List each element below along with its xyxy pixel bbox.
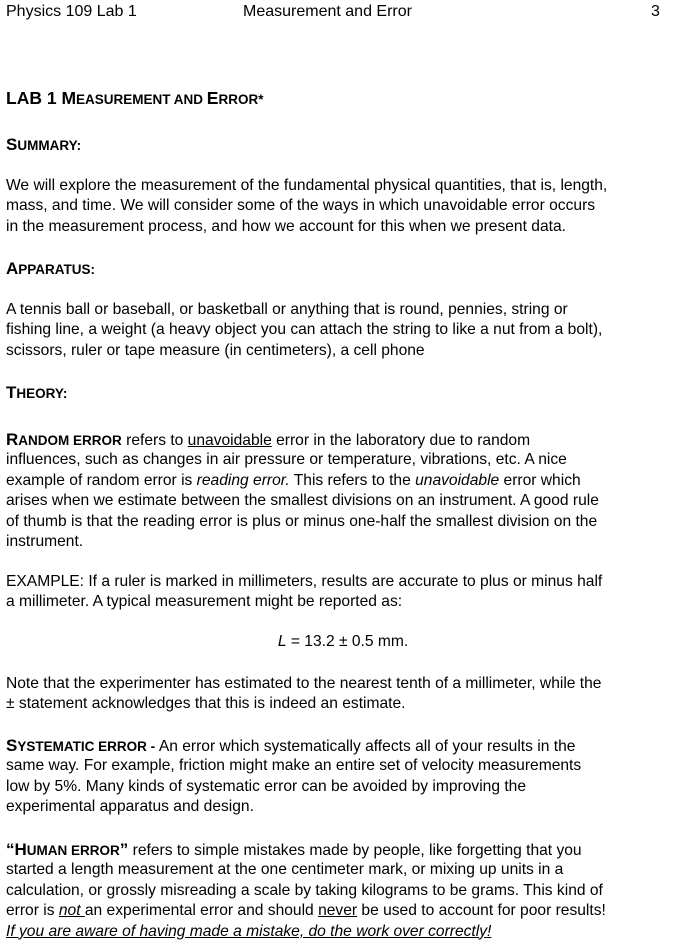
systematic-error-paragraph <box>6 736 684 818</box>
summary-heading: SUMMARY: <box>6 135 82 154</box>
apparatus-line: scissors, ruler or tape measure (in centimeters), a cell phone <box>6 341 425 359</box>
header-page-number: 3 <box>651 3 660 20</box>
apparatus-paragraph <box>6 300 684 361</box>
human-error-line: calculation, or grossly misreading a scale by taking kilograms to be grams. This kind of <box>6 881 603 899</box>
random-error-line: example of random error is reading error. This refers to the unavoidable error which <box>6 471 581 489</box>
theory-heading: THEORY: <box>6 383 68 402</box>
systematic-error-line: SYSTEMATIC ERROR - An error which systematically affects all of your results in the <box>6 736 576 755</box>
random-error-line: RANDOM ERROR refers to unavoidable error in the laboratory due to random <box>6 430 531 449</box>
lab-title: LAB 1 MEASUREMENT AND ERROR* <box>6 88 264 108</box>
random-error-line: influences, such as changes in air pressure or temperature, vibrations, etc. A nice <box>6 451 567 469</box>
human-error-line: error is not an experimental error and should never be used to account for poor results! <box>6 902 606 920</box>
note-line: ± statement acknowledges that this is indeed an estimate. <box>6 695 406 713</box>
apparatus-heading: APPARATUS: <box>6 259 96 278</box>
random-error-line: of thumb is that the reading error is plus or minus one-half the smallest division on the <box>6 512 598 530</box>
example-line: a millimeter. A typical measurement might be reported as: <box>6 593 403 611</box>
summary-line: in the measurement process, and how we account for this when we present data. <box>6 217 566 235</box>
example-equation: L = 13.2 ± 0.5 mm. <box>277 633 409 650</box>
random-error-line: arises when we estimate between the smallest divisions on an instrument. A good rule <box>6 492 599 510</box>
summary-line: We will explore the measurement of the fundamental physical quantities, that is, length, <box>6 177 608 194</box>
header-course: Physics 109 Lab 1 <box>6 3 137 20</box>
apparatus-line: A tennis ball or baseball, or basketball or anything that is round, pennies, string or <box>6 301 568 318</box>
example-line: EXAMPLE: If a ruler is marked in millimeters, results are accurate to plus or minus half <box>6 573 603 590</box>
random-error-paragraph <box>6 430 684 552</box>
systematic-error-line: low by 5%. Many kinds of systematic error can be avoided by improving the <box>6 777 527 795</box>
systematic-error-line: same way. For example, friction might make an entire set of velocity measurements <box>6 757 582 775</box>
systematic-error-line: experimental apparatus and design. <box>6 798 254 816</box>
human-error-line: started a length measurement at the one centimeter mark, or mixing up units in a <box>6 861 564 879</box>
apparatus-line: fishing line, a weight (a heavy object you can attach the string to like a nut from a bolt), <box>6 321 603 339</box>
random-error-line: instrument. <box>6 532 84 550</box>
note-paragraph <box>6 674 684 715</box>
summary-line: mass, and time. We will consider some of the ways in which unavoidable error occurs <box>6 197 596 215</box>
note-line: Note that the experimenter has estimated to the nearest tenth of a millimeter, while the <box>6 675 602 692</box>
header-chapter: Measurement and Error <box>243 3 412 20</box>
example-paragraph <box>6 572 684 613</box>
summary-paragraph <box>6 176 684 237</box>
human-error-paragraph <box>6 840 684 942</box>
human-error-line: “HUMAN ERROR” refers to simple mistakes made by people, like forgetting that you <box>6 840 582 859</box>
human-error-line: If you are aware of having made a mistake, do the work over correctly! <box>6 922 492 940</box>
